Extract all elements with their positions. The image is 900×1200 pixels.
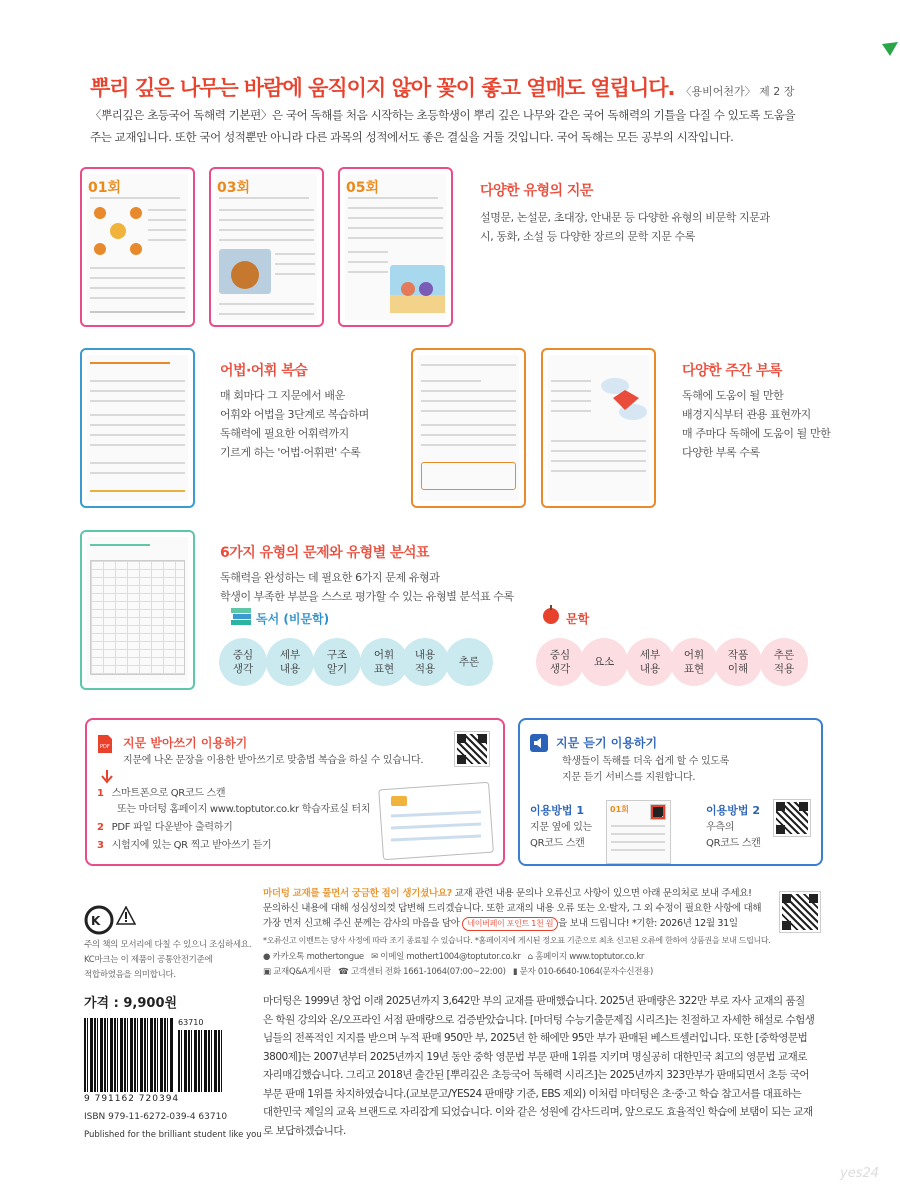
literature-label: 문학 [566, 612, 590, 626]
thumbnail-passage-01 [80, 167, 195, 327]
warning-triangle-icon [116, 906, 136, 926]
step-text: PDF 파일 다운받아 출력하기 [111, 822, 233, 833]
intro-paragraph [90, 104, 810, 148]
worksheet-illustration-icon [377, 780, 495, 860]
section-weekly [682, 360, 892, 462]
nonfiction-pill: 추론 [445, 638, 493, 686]
thumbnail-weekly-page-2 [541, 348, 656, 508]
svg-text:K: K [91, 914, 101, 928]
literature-pill: 중심 생각 [536, 638, 584, 686]
about-line: 님들의 전폭적인 지지를 받으며 누적 판매 950만 부, 2025년 한 해에만 95만 부가 판매된 베스트셀러입니다. 또한 [중학영문법 [263, 1032, 808, 1044]
thumb-label: 03회 [217, 180, 251, 196]
sms-icon: ▮ [512, 967, 518, 977]
step-text: 시험지에 있는 QR 찍고 받아쓰기 듣기 [111, 840, 272, 851]
about-line: 로 보답하겠습니다. [263, 1124, 346, 1137]
dictation-qr-code[interactable] [455, 732, 489, 766]
nonfiction-pill: 중심 생각 [219, 638, 267, 686]
step-text: 스마트폰으로 QR코드 스캔 [111, 788, 226, 799]
sms-contact[interactable]: 문자 010-6640-1064(문자수신전용) [519, 967, 654, 977]
isbn-text: ISBN 979-11-6272-039-4 63710 [84, 1112, 228, 1122]
watermark: yes24 [840, 1166, 880, 1181]
about-line: 대한민국 제일의 교육 브랜드로 자리잡게 되었습니다. 이와 같은 성원에 감사드리며, 앞으로도 효율적인 학습에 보탬이 되는 교재 [263, 1106, 813, 1118]
pdf-file-icon [97, 734, 113, 754]
method-2-title: 이용방법 2 [706, 804, 760, 817]
dictation-step-1b: 또는 마더텅 홈페이지 www.toptutor.co.kr 학습자료실 터치 [117, 804, 371, 815]
diagram-thumb-icon [92, 205, 144, 257]
listening-title: 지문 듣기 이용하기 [556, 736, 658, 750]
beach-illustration-icon [390, 265, 445, 313]
intro-line-2: 주는 교재입니다. 또한 국어 성적뿐만 아니라 다른 과목의 성적에서도 좋은 결실을 거둘 것입니다. 국어 독해는 모든 공부의 시작입니다. [90, 130, 734, 144]
speaker-icon [530, 734, 548, 752]
tagline: Published for the brilliant student like you [84, 1130, 262, 1140]
section-desc-line: 독해에 도움이 될 만한 [682, 389, 784, 402]
caution-text: 주의 책의 모서리에 다칠 수 있으니 조심하세요. [84, 940, 252, 950]
safety-notice [84, 938, 254, 983]
about-line: 마더텅은 1999년 창업 이래 2025년까지 3,642만 부의 교재를 판매했습니다. 2025년 판매량은 322만 부로 자사 교재의 품질 [263, 995, 805, 1007]
nonfiction-pill: 세부 내용 [266, 638, 314, 686]
literature-pill: 작품 이해 [714, 638, 762, 686]
method-2-desc-2: QR코드 스캔 [706, 838, 761, 849]
listening-desc-1: 학생들이 독해를 더욱 쉽게 할 수 있도록 [562, 756, 730, 767]
about-line: 3800제]는 2007년부터 2025년까지 19년 동안 중학 영문법 부문 판매 1위를 지키며 명실공히 대한민국 최고의 영문법 교재로 [263, 1050, 807, 1063]
contact-lead-rest: 교재 관련 내용 문의나 오류신고 사항이 있으면 아래 문의처로 보내 주세요! [451, 888, 752, 899]
homepage-contact[interactable]: 홈페이지 www.toptutor.co.kr [535, 952, 645, 962]
kakao-contact[interactable]: 카카오톡 mothertongue [272, 952, 364, 962]
contact-line-3a: 가장 먼저 신고해 주신 분께는 감사의 마음을 담아 [263, 918, 460, 929]
kc-certification-icon [84, 905, 116, 935]
thumbnail-passage-03 [209, 167, 324, 327]
price-label: 가격 : 9,900원 [84, 996, 178, 1011]
contact-line-3b: 을 보내 드립니다! *기한: 2026년 12월 31일 [558, 918, 738, 929]
literature-pill: 세부 내용 [626, 638, 674, 686]
board-icon: ▣ [263, 967, 271, 977]
thumb-label: 01회 [88, 180, 122, 196]
literature-pill: 요소 [580, 638, 628, 686]
about-line: 부문 판매 1위를 차지하였습니다.(교보문고/YES24 판매량 기준, EBS 제외) 이처럼 마더텅은 초·중·고 학습 참고서를 대표하는 [263, 1087, 802, 1100]
contact-channels-2 [263, 965, 823, 980]
nonfiction-pill: 어휘 표현 [360, 638, 408, 686]
section-desc-line: 독해력을 완성하는 데 필요한 6가지 문제 유형과 [220, 571, 440, 584]
dictation-title: 지문 받아쓰기 이용하기 [123, 736, 248, 750]
step-number: 1 [97, 788, 104, 799]
phone-contact[interactable]: 고객센터 전화 1661-1064(07:00~22:00) [350, 967, 506, 977]
thumbnail-weekly-page-1 [411, 348, 526, 508]
contact-line-2: 문의하신 내용에 대해 성심성의껏 답변해 드리겠습니다. 또한 교재의 내용 오류 또는 오·탈자, 그 외 수정이 필요한 사항에 대해 [263, 903, 762, 914]
about-line: 자리매김했습니다. 그리고 2018년 출간된 [뿌리깊은 초등국어 독해력 시리즈]는 2025년까지 323만부가 판매되면서 초등 국어 [263, 1069, 810, 1081]
section-vocab [220, 360, 420, 462]
nonfiction-pill: 내용 적용 [401, 638, 449, 686]
chat-icon: ● [263, 952, 271, 962]
dictation-desc: 지문에 나온 문장을 이용한 받아쓰기로 맞춤법 복습을 하실 수 있습니다. [123, 755, 424, 766]
step-number: 2 [97, 822, 104, 833]
mail-icon: ✉ [371, 952, 378, 962]
section-title: 다양한 유형의 지문 [480, 183, 593, 199]
board-contact[interactable]: 교재Q&A게시판 [273, 967, 331, 977]
svg-text:PDF: PDF [100, 744, 110, 750]
thumbnail-passage-05 [338, 167, 453, 327]
section-desc-line: 학생이 부족한 부분을 스스로 평가할 수 있는 유형별 분석표 수록 [220, 590, 514, 603]
listening-qr-code[interactable] [774, 800, 810, 836]
section-desc-line: 다양한 부록 수록 [682, 446, 760, 459]
isbn-barcode [84, 1018, 174, 1092]
nonfiction-label: 독서 (비문학) [256, 612, 330, 626]
barcode-digits: 9 791162 720394 [84, 1094, 180, 1104]
barcode-addon-digits: 63710 [178, 1018, 204, 1027]
home-icon: ⌂ [527, 952, 533, 962]
leaf-icon [880, 40, 900, 58]
section-analysis [220, 542, 620, 606]
thumbnail-vocab-page [80, 348, 195, 508]
phone-icon: ☎ [338, 967, 349, 977]
section-passages [480, 180, 780, 246]
kite-illustration-icon [595, 372, 650, 432]
contact-section [263, 886, 823, 980]
apple-icon [540, 604, 562, 626]
method-2-desc-1: 우측의 [706, 822, 735, 833]
section-desc-line: 배경지식부터 관용 표현까지 [682, 408, 811, 421]
addon-barcode [178, 1030, 224, 1092]
section-desc-line: 시, 동화, 소설 등 다양한 장르의 문학 지문 수록 [480, 230, 696, 243]
method-1-page-preview [606, 800, 671, 864]
naverpay-badge: 네이버페이 포인트 1천 원 [462, 917, 558, 931]
kc-text-2: 적합하였음을 의미합니다. [84, 970, 176, 980]
step-number: 3 [97, 840, 104, 851]
listening-desc-2: 지문 듣기 서비스를 지원합니다. [562, 772, 696, 783]
headline [90, 72, 870, 102]
preview-qr-code[interactable] [651, 805, 665, 819]
dictation-step-3 [97, 838, 271, 854]
literature-pill: 어휘 표현 [670, 638, 718, 686]
nonfiction-pill: 구조 알기 [313, 638, 361, 686]
dictation-step-2 [97, 820, 233, 836]
section-desc-line: 설명문, 논설문, 초대장, 안내문 등 다양한 유형의 비문학 지문과 [480, 211, 770, 224]
email-contact[interactable]: 이메일 mothert1004@toptutor.co.kr [380, 952, 521, 962]
company-about [263, 992, 833, 1140]
intro-line-1: 〈뿌리깊은 초등국어 독해력 기본편〉은 국어 독해를 처음 시작하는 초등학생이 뿌리 깊은 나무와 같은 국어 독해력의 기틀을 다질 수 있도록 도움을 [90, 108, 796, 122]
headline-text: 뿌리 깊은 나무는 바람에 움직이지 않아 꽃이 좋고 열매도 열립니다. [90, 76, 675, 100]
contact-lead: 마더텅 교재를 풀면서 궁금한 점이 생기셨나요? [263, 888, 452, 899]
contact-channels-1 [263, 950, 823, 965]
method-1-title: 이용방법 1 [530, 804, 584, 817]
section-title: 다양한 주간 부록 [682, 363, 782, 379]
section-desc-line: 기르게 하는 '어법·어휘편' 수록 [220, 446, 361, 459]
headline-source: 〈용비어천가〉 제 2 장 [680, 85, 795, 98]
section-desc-line: 매 회마다 그 지문에서 배운 [220, 389, 345, 402]
method-1-desc-1: 지문 옆에 있는 [530, 822, 592, 833]
section-title: 6가지 유형의 문제와 유형별 분석표 [220, 545, 430, 561]
section-desc-line: 독해력에 필요한 어휘력까지 [220, 427, 349, 440]
method-1-desc-2: QR코드 스캔 [530, 838, 585, 849]
kc-text-1: KC마크는 이 제품이 공통안전기준에 [84, 955, 213, 965]
dog-photo-icon [219, 249, 271, 294]
arrow-down-icon [101, 770, 113, 784]
about-line: 은 학원 강의와 온/오프라인 서점 판매량으로 검증받았습니다. [마더텅 수능기출문제집 시리즈]는 친절하고 자세한 해설로 수험생 [263, 1013, 815, 1026]
literature-pill: 추론 적용 [760, 638, 808, 686]
thumbnail-analysis-table [80, 530, 195, 690]
listening-box [518, 718, 823, 866]
contact-qr-code[interactable] [780, 892, 820, 932]
section-desc-line: 어휘와 어법을 3단계로 복습하며 [220, 408, 369, 421]
preview-label: 01회 [610, 805, 629, 814]
contact-note: *오류신고 이벤트는 당사 사정에 따라 조기 종료될 수 있습니다. *홈페이지에 게시된 정오표 기준으로 최초 신고된 오류에 한하여 상품권을 보내 드립니다. [263, 936, 771, 945]
thumb-label: 05회 [346, 180, 380, 196]
dictation-step-1 [97, 786, 225, 802]
dictation-box [85, 718, 505, 866]
book-stack-icon [230, 606, 252, 626]
section-title: 어법·어휘 복습 [220, 363, 308, 379]
section-desc-line: 매 주마다 독해에 도움이 될 만한 [682, 427, 831, 440]
